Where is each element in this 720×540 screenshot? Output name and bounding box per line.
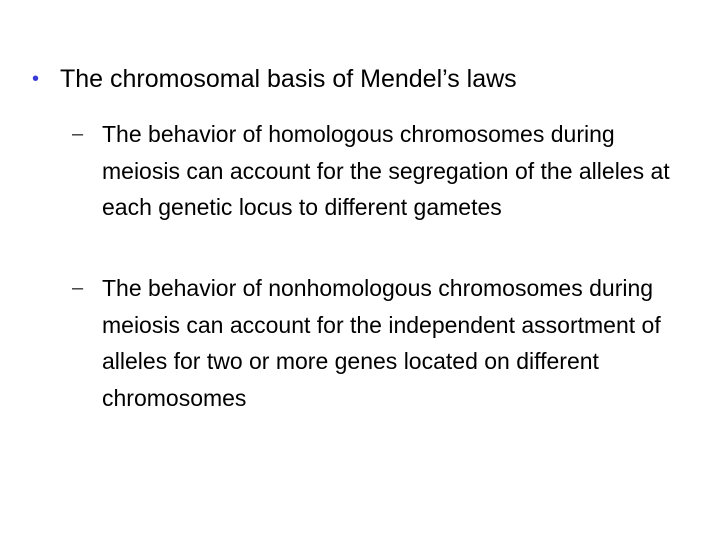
sub-bullet-2 (72, 270, 692, 416)
dash-icon: – (72, 277, 84, 299)
sub-bullet-1 (72, 116, 692, 226)
sub-bullet-text: The behavior of nonhomologous chromosomes during meiosis can account for the independent assortment of alleles for two or more genes located on different chromosomes (102, 275, 661, 411)
bullet-icon: • (32, 68, 40, 90)
main-bullet (32, 60, 692, 98)
sub-bullet-text: The behavior of homologous chromosomes during meiosis can account for the segregation of the alleles at each genetic locus to different gametes (102, 121, 670, 220)
slide-heading: The chromosomal basis of Mendel’s laws (60, 65, 517, 93)
dash-icon: – (72, 123, 84, 145)
